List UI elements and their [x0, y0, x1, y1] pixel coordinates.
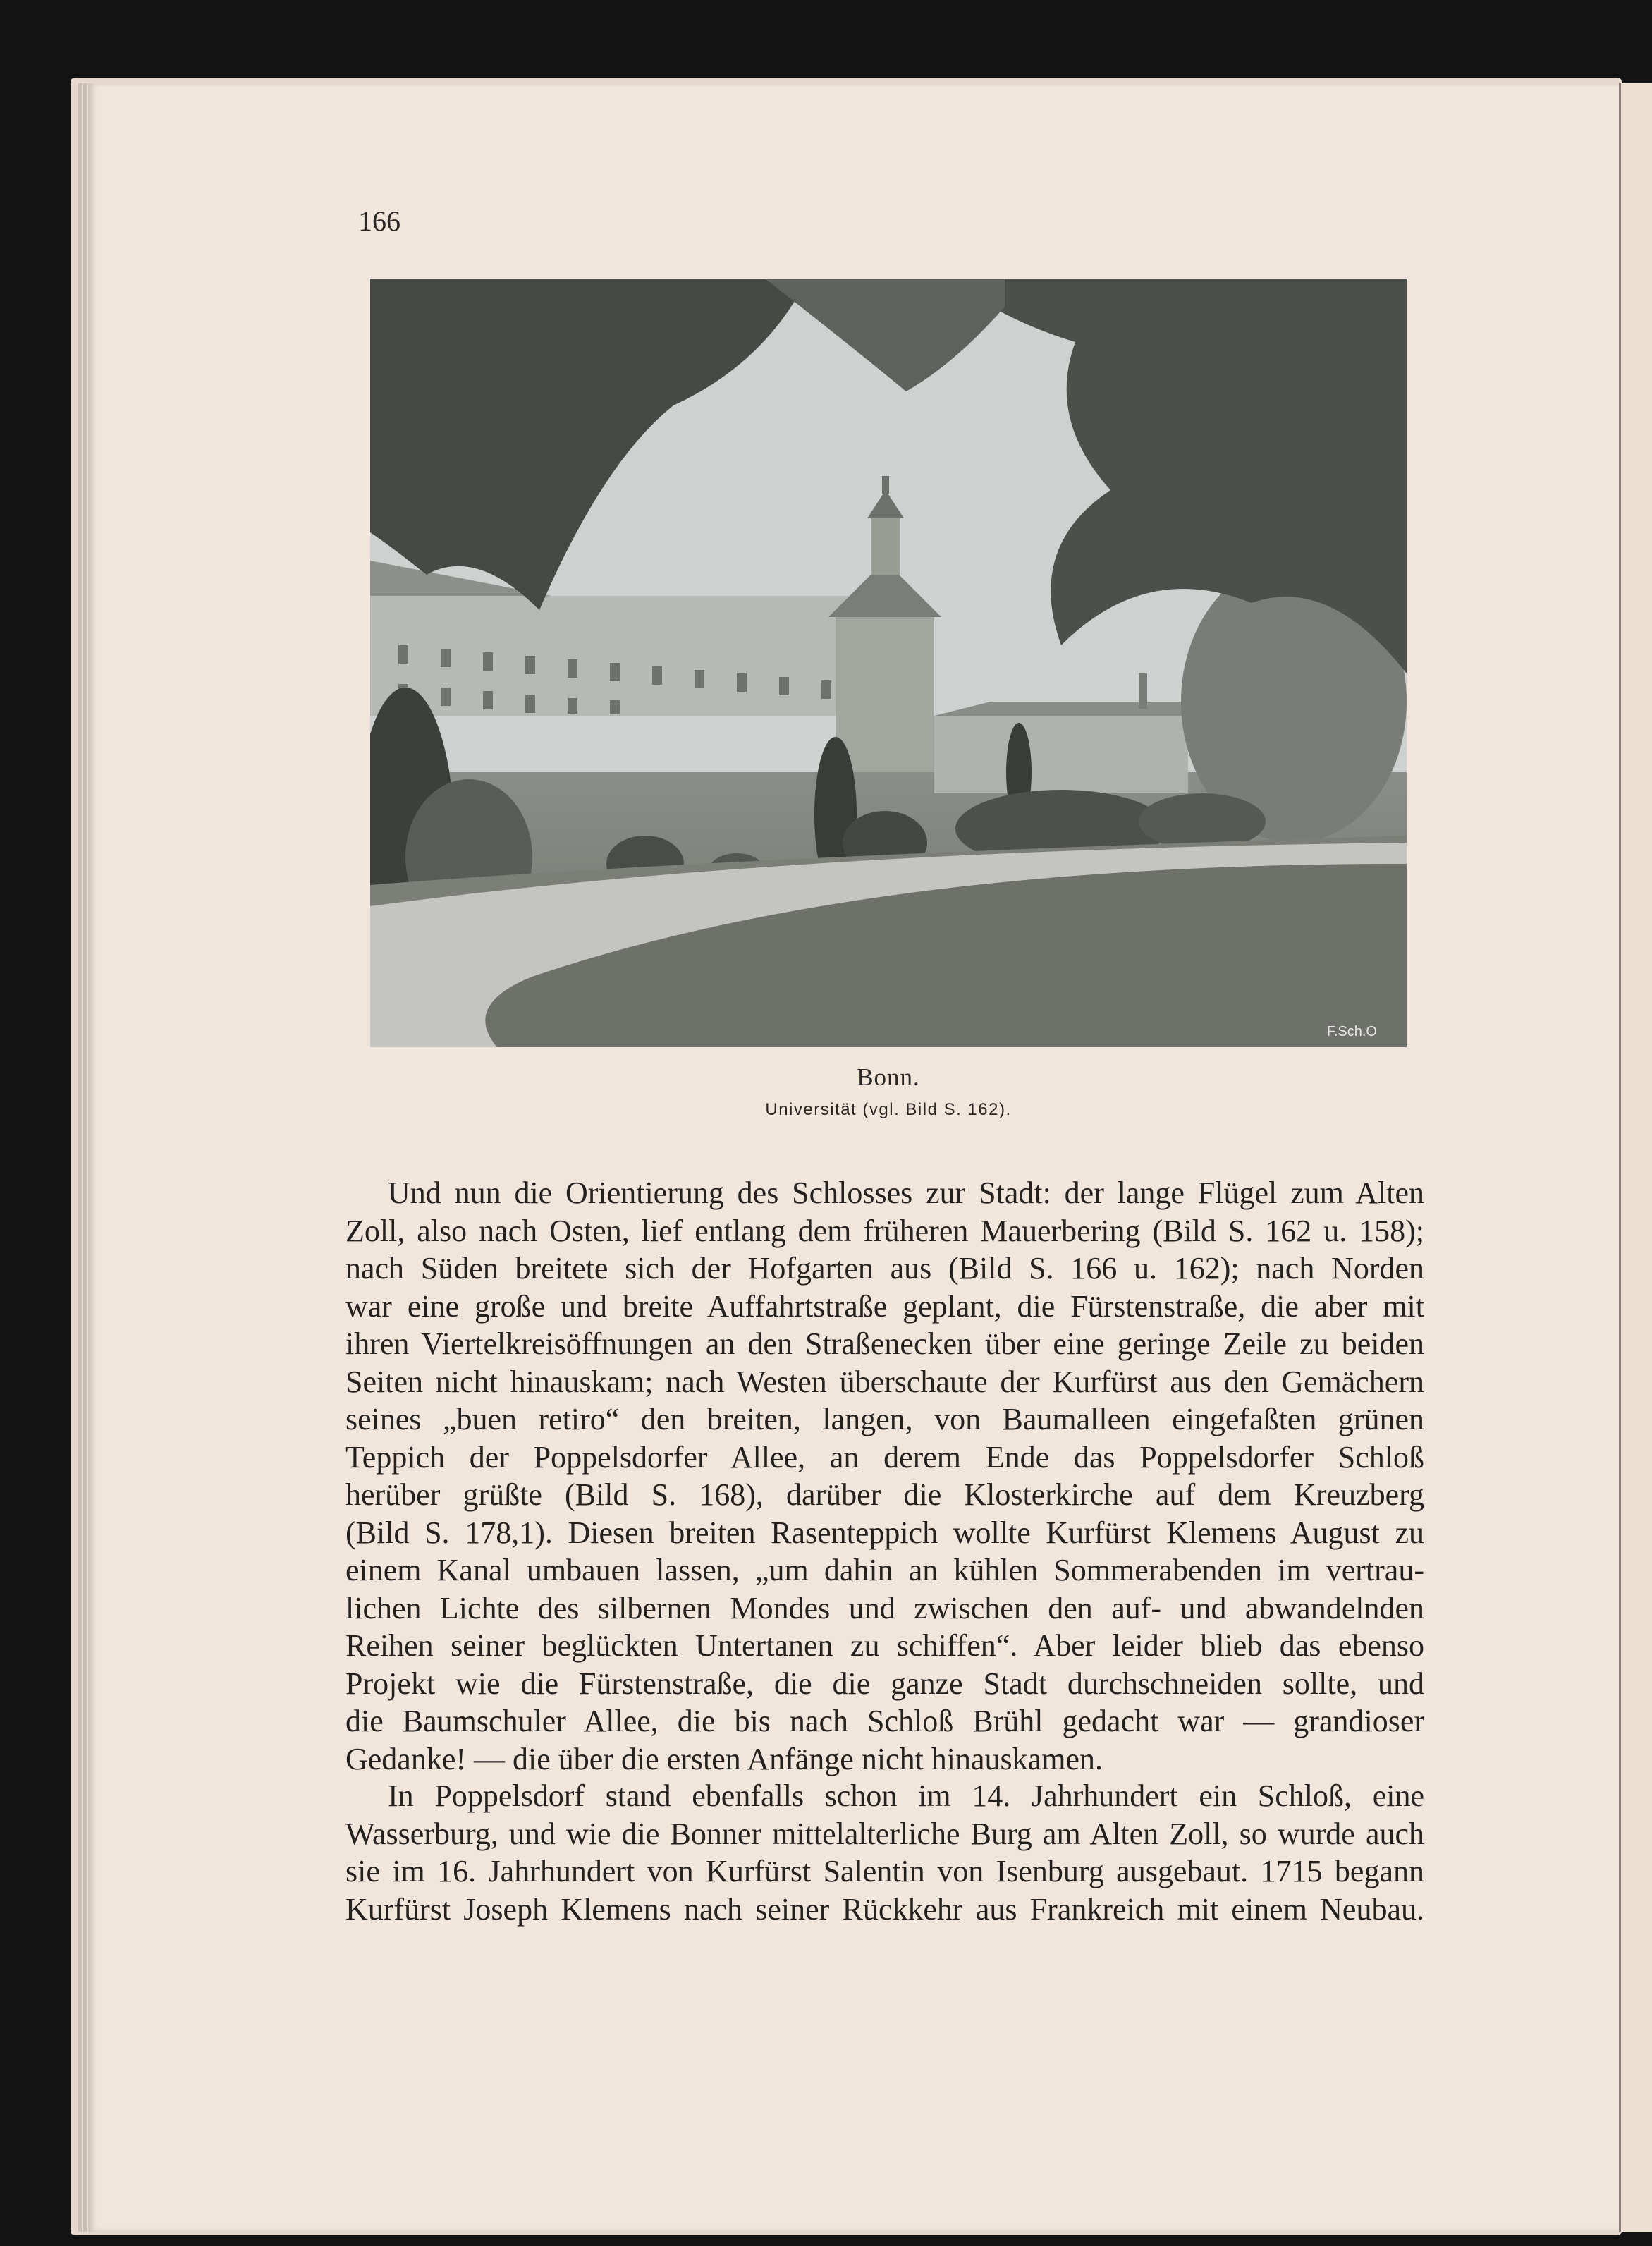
- text-line: Projekt wie die Fürstenstraße, die die ganze Stadt durchschneiden sollte, und: [345, 1666, 1424, 1701]
- text-line: In Poppelsdorf stand ebenfalls schon im 14. Jahrhundert ein Schloß, eine: [388, 1778, 1424, 1813]
- text-line: (Bild S. 178,1). Diesen breiten Rasenteppich wollte Kurfürst Klemens August zu: [345, 1515, 1424, 1550]
- figure-caption-subtitle: Universität (vgl. Bild S. 162).: [765, 1100, 1012, 1119]
- text-line: Teppich der Poppelsdorfer Allee, an derem Ende das Poppelsdorfer Schloß: [345, 1439, 1424, 1475]
- paragraph-2: [345, 1777, 1424, 1928]
- text-line: ihren Viertelkreisöffnungen an den Straßenecken über eine geringe Zeile zu beiden: [345, 1326, 1424, 1361]
- facing-page-edge: [1619, 83, 1652, 2232]
- text-line: war eine große und breite Auffahrtstraße geplant, die Fürstenstraße, die aber mit: [345, 1288, 1424, 1324]
- text-line: sie im 16. Jahrhundert von Kurfürst Salentin von Isenburg ausgebaut. 1715 begann: [345, 1854, 1424, 1888]
- text-line: nach Süden breitete sich der Hofgarten aus (Bild S. 166 u. 162); nach Norden: [345, 1251, 1424, 1286]
- figure-caption-title: Bonn.: [857, 1063, 920, 1091]
- text-line: Kurfürst Joseph Klemens nach seiner Rückkehr aus Frankreich mit einem Neubau.: [345, 1891, 1424, 1927]
- text-line: Gedanke! — die über die ersten Anfänge nicht hinauskamen.: [345, 1741, 1103, 1776]
- paragraph-1: [345, 1174, 1424, 1778]
- text-line: Reihen seiner beglückten Untertanen zu schiffen“. Aber leider blieb das ebenso: [345, 1628, 1424, 1663]
- text-line: Wasserburg, und wie die Bonner mittelalterliche Burg am Alten Zoll, so wurde auch: [345, 1816, 1424, 1851]
- bonn-university-photo: [370, 279, 1407, 1047]
- page-edge: [78, 83, 82, 2232]
- text-line: herüber grüßte (Bild S. 168), darüber die Klosterkirche auf dem Kreuzberg: [345, 1477, 1424, 1512]
- photo-credit-mark: F.Sch.O: [1326, 1024, 1377, 1039]
- text-line: Seiten nicht hinauskam; nach Westen überschaute der Kurfürst aus den Gemächern: [345, 1364, 1424, 1399]
- page-edge: [83, 83, 87, 2232]
- university-photograph: [370, 279, 1407, 1047]
- text-line: die Baumschuler Allee, die bis nach Schloß Brühl gedacht war — grandioser: [345, 1704, 1424, 1738]
- page-number: 166: [358, 205, 400, 237]
- text-line: Zoll, also nach Osten, lief entlang dem früheren Mauerbering (Bild S. 162 u. 158);: [345, 1213, 1424, 1248]
- text-line: Und nun die Orientierung des Schlosses zur Stadt: der lange Flügel zum Alten: [388, 1176, 1424, 1210]
- text-line: lichen Lichte des silbernen Mondes und zwischen den auf- und abwandelnden: [345, 1590, 1424, 1625]
- text-line: seines „buen retiro“ den breiten, langen, von Baumalleen eingefaßten grünen: [345, 1402, 1424, 1436]
- text-line: einem Kanal umbauen lassen, „um dahin an kühlen Sommerabenden im vertrau-: [345, 1553, 1424, 1587]
